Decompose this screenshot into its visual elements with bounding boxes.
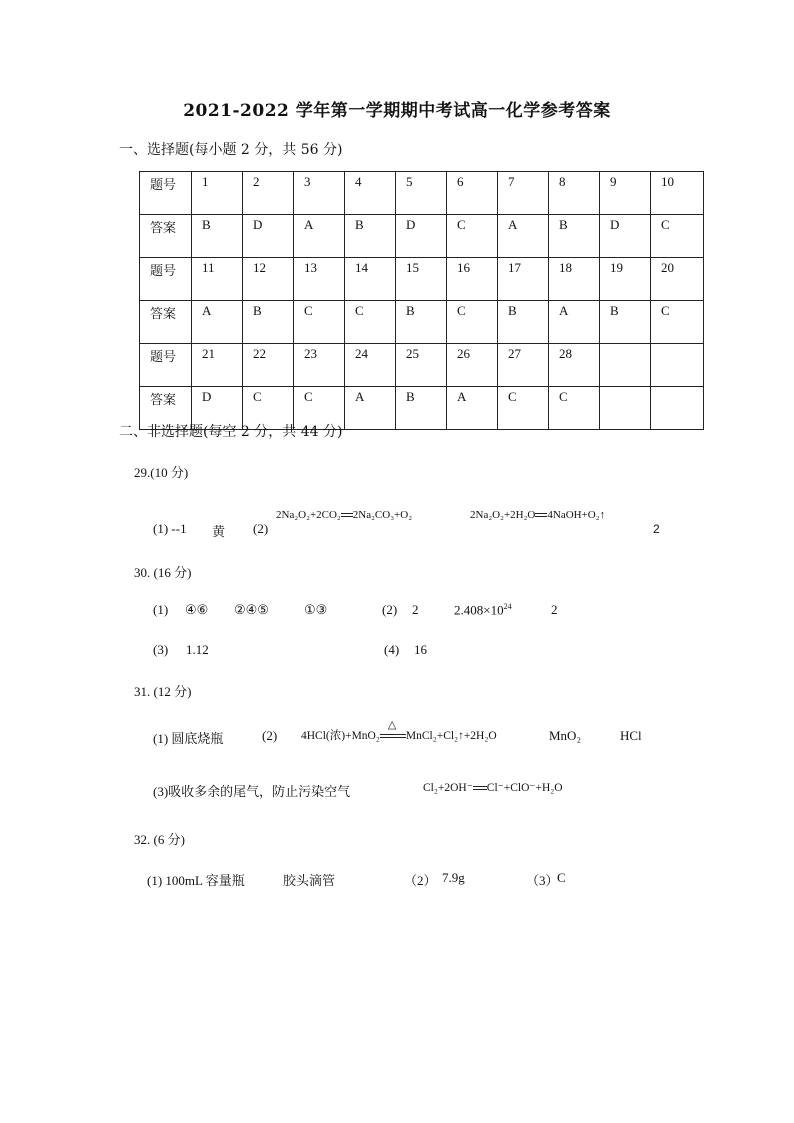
eq1-right: 2Na₂CO₃+O₂ [352, 509, 413, 521]
table-row [140, 258, 704, 301]
q31-oxidant: MnO₂ [549, 728, 581, 743]
question-number-cell: 6 [447, 172, 498, 215]
answer-cell: A [294, 215, 345, 258]
q31-part1: (1) 圆底烧瓶 [153, 731, 224, 746]
q30-part3-a: 1.12 [186, 642, 209, 657]
question-number-cell: 28 [549, 344, 600, 387]
q32-part1: (1) 100mL 容量瓶 [147, 873, 245, 888]
answer-cell: A [192, 301, 243, 344]
q30-part3-label: (3) [153, 642, 169, 657]
answer-cell: C [447, 301, 498, 344]
q29-part1-answer: 黄 [212, 524, 226, 539]
question-number-cell: 23 [294, 344, 345, 387]
equals-with-heat [380, 719, 406, 742]
q29-part1-label: (1) --1 [153, 521, 187, 536]
table-row [140, 215, 704, 258]
question-number-cell: 8 [549, 172, 600, 215]
q29-header: 29.(10 分) [134, 465, 189, 480]
q32-part3-a: C [557, 870, 566, 885]
question-number-cell: 9 [600, 172, 651, 215]
answer-cell: B [498, 301, 549, 344]
answer-cell: C [294, 301, 345, 344]
question-number-cell: 10 [651, 172, 704, 215]
q29-part2-label: (2) [253, 521, 269, 536]
question-number-cell: 11 [192, 258, 243, 301]
equals-sign [473, 786, 487, 790]
q30-part4-a: 16 [414, 642, 427, 657]
q31-part3: (3)吸收多余的尾气，防止污染空气 [153, 784, 351, 799]
question-number-cell: 4 [345, 172, 396, 215]
row-label-answer: 答案 [140, 387, 192, 430]
question-number-cell: 14 [345, 258, 396, 301]
answer-cell: C [243, 387, 294, 430]
q32-part2-label: （2） [404, 873, 437, 888]
question-number-cell: 19 [600, 258, 651, 301]
answer-cell: C [447, 215, 498, 258]
equals-sign [341, 513, 353, 517]
equals-sign [380, 734, 406, 738]
answer-cell: B [396, 301, 447, 344]
answer-table [139, 171, 704, 430]
q29-extra-number: 2 [653, 522, 660, 536]
q32-part1-b: 胶头滴管 [283, 873, 336, 888]
answer-cell [600, 387, 651, 430]
question-number-cell: 20 [651, 258, 704, 301]
answer-cell: C [651, 215, 704, 258]
q32-header: 32. (6 分) [134, 832, 185, 847]
question-number-cell: 18 [549, 258, 600, 301]
eq2-left: 2Na₂O₂+2H₂O [470, 509, 536, 521]
question-number-cell: 26 [447, 344, 498, 387]
q30-part1-b: ②④⑤ [234, 602, 269, 617]
section1-heading: 一、选择题(每小题 2 分，共 56 分) [119, 142, 343, 158]
answer-cell: B [192, 215, 243, 258]
row-label-answer: 答案 [140, 215, 192, 258]
q32-part3-label: （3） [526, 873, 559, 888]
eq4-right: Cl⁻+ClO⁻+H₂O [486, 782, 563, 794]
row-label-answer: 答案 [140, 301, 192, 344]
eq2-right: 4NaOH+O₂↑ [547, 509, 606, 521]
row-label-question: 题号 [140, 258, 192, 301]
section2-heading: 二、非选择题(每空 2 分，共 44 分) [119, 424, 343, 440]
question-number-cell: 7 [498, 172, 549, 215]
table-row [140, 344, 704, 387]
answer-cell: B [243, 301, 294, 344]
q31-equation-2 [423, 780, 563, 794]
q30-part2-label: (2) [382, 602, 398, 617]
q30-part2-c: 2 [551, 602, 558, 617]
q31-equation-1 [301, 719, 497, 743]
answer-cell: D [600, 215, 651, 258]
q29-equation-1 [276, 509, 412, 521]
answer-cell: C [498, 387, 549, 430]
question-number-cell: 1 [192, 172, 243, 215]
row-label-question: 题号 [140, 172, 192, 215]
answer-cell [651, 387, 704, 430]
question-number-cell: 2 [243, 172, 294, 215]
answer-cell: D [396, 215, 447, 258]
answer-cell: C [651, 301, 704, 344]
question-number-cell: 16 [447, 258, 498, 301]
answer-cell: D [243, 215, 294, 258]
q30-part1-label: (1) [153, 602, 169, 617]
q32-part2-a: 7.9g [442, 870, 465, 885]
heat-triangle-icon: △ [387, 719, 397, 731]
q31-part2-label: (2) [262, 728, 278, 743]
question-number-cell [600, 344, 651, 387]
question-number-cell: 27 [498, 344, 549, 387]
answer-cell: A [345, 387, 396, 430]
q30-part2-a: 2 [412, 602, 419, 617]
question-number-cell: 17 [498, 258, 549, 301]
eq1-left: 2Na₂O₂+2CO₂ [276, 509, 341, 521]
question-number-cell: 21 [192, 344, 243, 387]
question-number-cell: 24 [345, 344, 396, 387]
answer-cell: A [498, 215, 549, 258]
q31-header: 31. (12 分) [134, 684, 192, 699]
row-label-question: 题号 [140, 344, 192, 387]
answer-cell: B [549, 215, 600, 258]
question-number-cell: 12 [243, 258, 294, 301]
answer-cell: B [396, 387, 447, 430]
answer-cell: C [294, 387, 345, 430]
eq3-left: 4HCl(浓)+MnO₂ [301, 730, 380, 742]
page-title: 2021-2022 学年第一学期期中考试高一化学参考答案 [183, 101, 611, 121]
q30-part2-b-exponent: 24 [503, 602, 512, 611]
eq4-left: Cl₂+2OH⁻ [423, 782, 473, 794]
q30-part2-b [454, 602, 512, 618]
q31-reductant: HCl [620, 728, 642, 743]
q30-part2-b-base: 2.408×10 [454, 602, 504, 618]
q29-equation-2 [470, 509, 605, 521]
answer-cell: A [549, 301, 600, 344]
table-row [140, 172, 704, 215]
answer-cell: A [447, 387, 498, 430]
question-number-cell: 25 [396, 344, 447, 387]
q30-part4-label: (4) [384, 642, 400, 657]
question-number-cell: 3 [294, 172, 345, 215]
table-row [140, 301, 704, 344]
answer-cell: B [600, 301, 651, 344]
eq3-right: MnCl₂+Cl₂↑+2H₂O [405, 730, 497, 742]
answer-cell: B [345, 215, 396, 258]
answer-cell: C [549, 387, 600, 430]
question-number-cell: 5 [396, 172, 447, 215]
question-number-cell: 22 [243, 344, 294, 387]
q30-header: 30. (16 分) [134, 565, 192, 580]
question-number-cell [651, 344, 704, 387]
question-number-cell: 15 [396, 258, 447, 301]
q30-part1-a: ④⑥ [185, 602, 209, 617]
question-number-cell: 13 [294, 258, 345, 301]
q30-part1-c: ①③ [304, 602, 328, 617]
answer-cell: D [192, 387, 243, 430]
answer-cell: C [345, 301, 396, 344]
equals-sign [535, 513, 547, 517]
